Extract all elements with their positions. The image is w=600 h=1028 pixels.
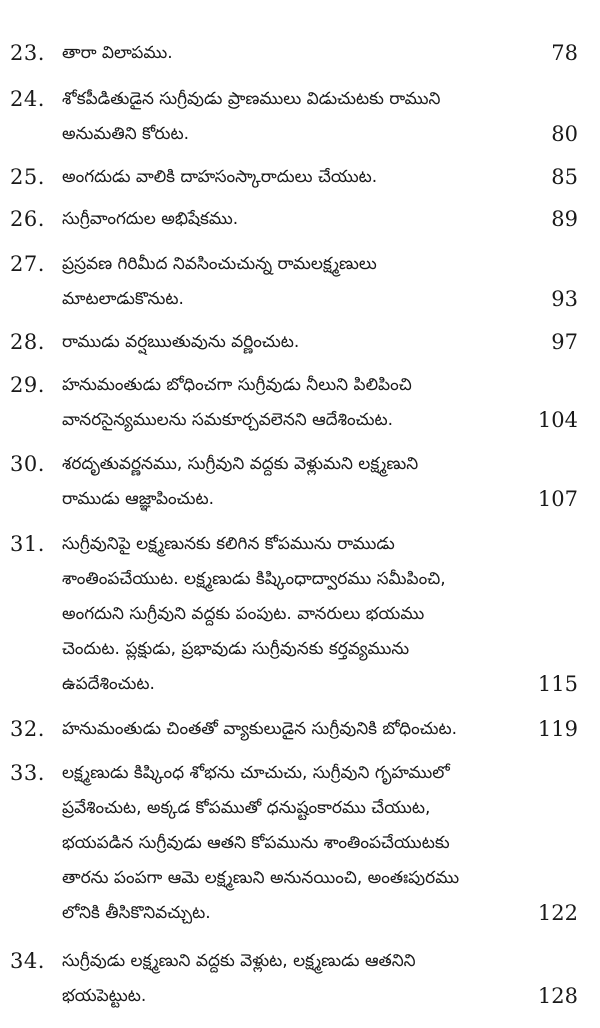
entry-title-line: ప్రవేశించుట, అక్కడ కోపముతో ధనుష్టంకారము చేయుట,	[62, 798, 431, 818]
entry-title-line: హనుమంతుడు బోధించగా సుగ్రీవుడు నీలుని పిలిపించి	[62, 375, 412, 395]
entry-number: 30.	[10, 452, 45, 476]
entry-page-number: 128	[537, 984, 578, 1008]
entry-number: 33.	[10, 761, 45, 785]
entry-number: 26.	[10, 207, 45, 231]
entry-title-line: రాముడు ఆజ్ఞాపించుట.	[62, 489, 214, 509]
entry-title-line: తారను పంపగా ఆమె లక్ష్మణుని అనునయించి, అంతఃపురము	[62, 868, 460, 888]
entry-title	[62, 202, 520, 237]
entry-title-line: మాటలాడుకొనుట.	[62, 289, 184, 309]
entry-title	[62, 756, 520, 931]
entry-title-line: రాముడు వర్షఋతువును వర్ణించుట.	[62, 332, 300, 352]
entry-title-line: హనుమంతుడు చింతతో వ్యాకులుడైన సుగ్రీవునికి బోధించుట.	[62, 719, 458, 739]
entry-title	[62, 447, 520, 517]
entry-number: 24.	[10, 87, 45, 111]
entry-title	[62, 247, 520, 317]
entry-title-line: చెందుట. ప్లక్షుడు, ప్రభావుడు సుగ్రీవునకు కర్తవ్యమును	[62, 639, 410, 659]
entry-number: 34.	[10, 949, 45, 973]
entry-title	[62, 82, 520, 152]
entry-title-line: తారా విలాపము.	[62, 43, 173, 63]
entry-title-line: శాంతింపచేయుట. లక్ష్మణుడు కిష్కింధాద్వారము సమీపించి,	[62, 569, 446, 589]
entry-page-number: 80	[551, 122, 578, 146]
entry-page-number: 97	[551, 330, 578, 354]
entry-number: 23.	[10, 41, 45, 65]
entry-title	[62, 944, 520, 1014]
entry-title-line: అంగదుడు వాలికి దాహసంస్కారాదులు చేయుట.	[62, 167, 378, 187]
entry-title	[62, 368, 520, 438]
entry-page-number: 107	[537, 487, 578, 511]
entry-page-number: 93	[551, 287, 578, 311]
entry-title-line: లక్ష్మణుడు కిష్కింధ శోభను చూచుచు, సుగ్రీవుని గృహములో	[62, 763, 450, 783]
entry-title	[62, 160, 520, 195]
entry-title-line: ప్రస్రవణ గిరిమీద నివసించుచున్న రామలక్ష్మణులు	[62, 254, 377, 274]
entry-page-number: 115	[537, 672, 578, 696]
entry-page-number: 104	[537, 408, 578, 432]
entry-title	[62, 712, 520, 747]
entry-title-line: భయపెట్టుట.	[62, 986, 147, 1006]
entry-title	[62, 36, 520, 71]
entry-page-number: 78	[551, 41, 578, 65]
entry-title-line: అంగదుని సుగ్రీవుని వద్దకు పంపుట. వానరులు భయము	[62, 604, 425, 624]
entry-number: 25.	[10, 165, 45, 189]
entry-number: 32.	[10, 717, 45, 741]
entry-page-number: 85	[551, 165, 578, 189]
entry-title-line: శోకపీడితుడైన సుగ్రీవుడు ప్రాణములు విడుచుటకు రాముని	[62, 89, 441, 109]
entry-title-line: భయపడిన సుగ్రీవుడు ఆతని కోపమును శాంతింపచేయుటకు	[62, 833, 450, 853]
entry-number: 29.	[10, 373, 45, 397]
entry-number: 31.	[10, 532, 45, 556]
entry-title-line: సుగ్రీవుడు లక్ష్మణుని వద్దకు వెళ్లుట, లక్ష్మణుడు ఆతనిని	[62, 951, 416, 971]
entry-title-line: లోనికి తీసికొనివచ్చుట.	[62, 903, 211, 923]
entry-number: 28.	[10, 330, 45, 354]
entry-title-line: సుగ్రీవాంగదుల అభిషేకము.	[62, 209, 239, 229]
entry-title-line: వానరసైన్యములను సమకూర్చవలెనని ఆదేశించుట.	[62, 410, 393, 430]
entry-title	[62, 527, 520, 702]
entry-page-number: 122	[537, 901, 578, 925]
entry-page-number: 119	[537, 717, 578, 741]
entry-title-line: సుగ్రీవునిపై లక్ష్మణునకు కలిగిన కోపమును రాముడు	[62, 534, 395, 554]
entry-number: 27.	[10, 252, 45, 276]
entry-page-number: 89	[551, 207, 578, 231]
entry-title-line: అనుమతిని కోరుట.	[62, 124, 189, 144]
entry-title-line: ఉపదేశించుట.	[62, 674, 155, 694]
entry-title	[62, 325, 520, 360]
entry-title-line: శరదృతువర్ణనము, సుగ్రీవుని వద్దకు వెళ్లుమని లక్ష్మణుని	[62, 454, 419, 474]
